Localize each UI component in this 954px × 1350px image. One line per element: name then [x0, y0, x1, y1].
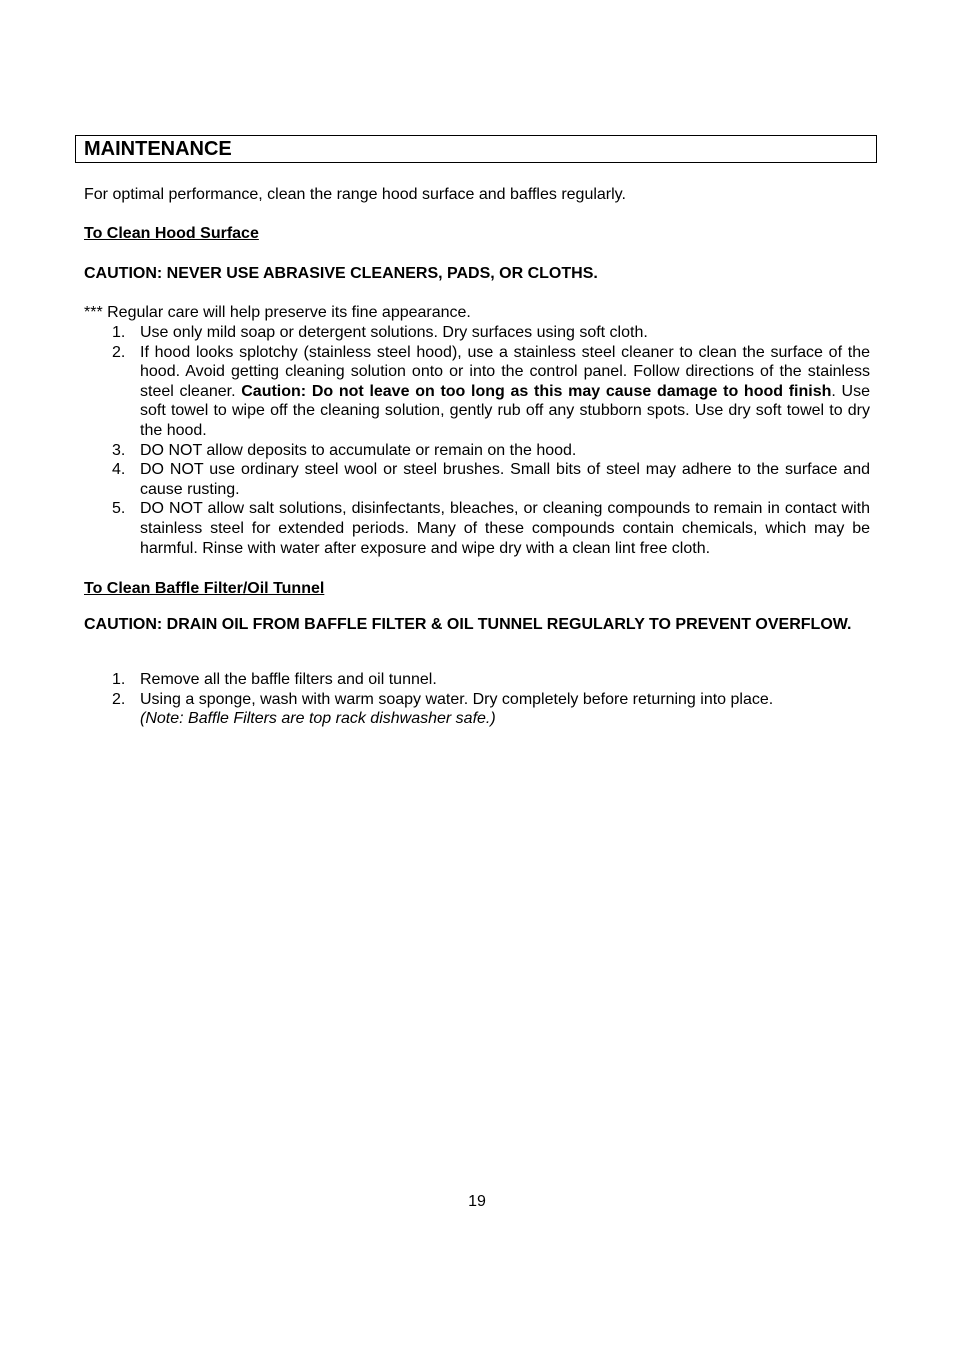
list-text: Remove all the baffle filters and oil tunnel. — [140, 671, 437, 688]
list-text: . Use soft towel to wipe off the cleaning solution, gently rub off any stubborn spots. Use dry soft towel to dry the hood. — [140, 382, 871, 439]
list-text: Use only mild soap or detergent solutions. Dry surfaces using soft cloth. — [140, 324, 648, 341]
list-text: Using a sponge, wash with warm soapy water. Dry completely before returning into place. — [140, 690, 774, 708]
hood-care-note: *** Regular care will help preserve its fine appearance. — [84, 304, 471, 321]
hood-surface-heading: To Clean Hood Surface — [84, 225, 259, 242]
hood-steps-list — [84, 323, 870, 558]
list-text-warning: Caution: Do not leave on too long as this may cause damage to hood finish — [241, 382, 832, 400]
list-number: 4. — [112, 461, 126, 479]
list-number: 3. — [112, 441, 126, 459]
hood-caution: CAUTION: NEVER USE ABRASIVE CLEANERS, PADS, OR CLOTHS. — [84, 265, 598, 282]
dishwasher-note: (Note: Baffle Filters are top rack dishwasher safe.) — [140, 710, 496, 728]
list-item — [84, 499, 870, 558]
list-item — [84, 343, 870, 441]
page-number: 19 — [468, 1193, 486, 1210]
section-title: MAINTENANCE — [84, 138, 232, 160]
list-text: DO NOT allow deposits to accumulate or remain on the hood. — [140, 441, 577, 459]
baffle-filter-heading: To Clean Baffle Filter/Oil Tunnel — [84, 580, 325, 597]
list-item — [84, 690, 870, 729]
list-number: 2. — [112, 343, 126, 361]
list-number: 1. — [112, 671, 126, 688]
list-item — [84, 323, 870, 343]
list-text: DO NOT use ordinary steel wool or steel brushes. Small bits of steel may adhere to the surface and cause rusting. — [140, 461, 870, 498]
list-text: DO NOT allow salt solutions, disinfectants, bleaches, or cleaning compounds to remain in contact with stainless steel for extended periods. Many of these compounds contain chemicals, which may be harmful. Rinse with water after exposure and wipe dry with a clean lint free cloth. — [140, 500, 870, 557]
section-title-box — [75, 135, 877, 163]
list-number: 5. — [112, 500, 126, 518]
baffle-steps-list — [84, 670, 870, 729]
list-item — [84, 441, 870, 461]
baffle-caution: CAUTION: DRAIN OIL FROM BAFFLE FILTER & OIL TUNNEL REGULARLY TO PREVENT OVERFLOW. — [84, 616, 852, 633]
list-item — [84, 460, 870, 499]
list-number: 2. — [112, 690, 126, 708]
list-item — [84, 670, 870, 690]
list-text: If hood looks splotchy (stainless steel hood), use a stainless steel cleaner to clean the surface of the hood. Avoid getting cleaning solution onto or into the control panel. Follow directions of the stainless steel cleaner. — [140, 343, 870, 400]
list-number: 1. — [112, 324, 126, 341]
intro-paragraph: For optimal performance, clean the range hood surface and baffles regularly. — [84, 186, 626, 203]
